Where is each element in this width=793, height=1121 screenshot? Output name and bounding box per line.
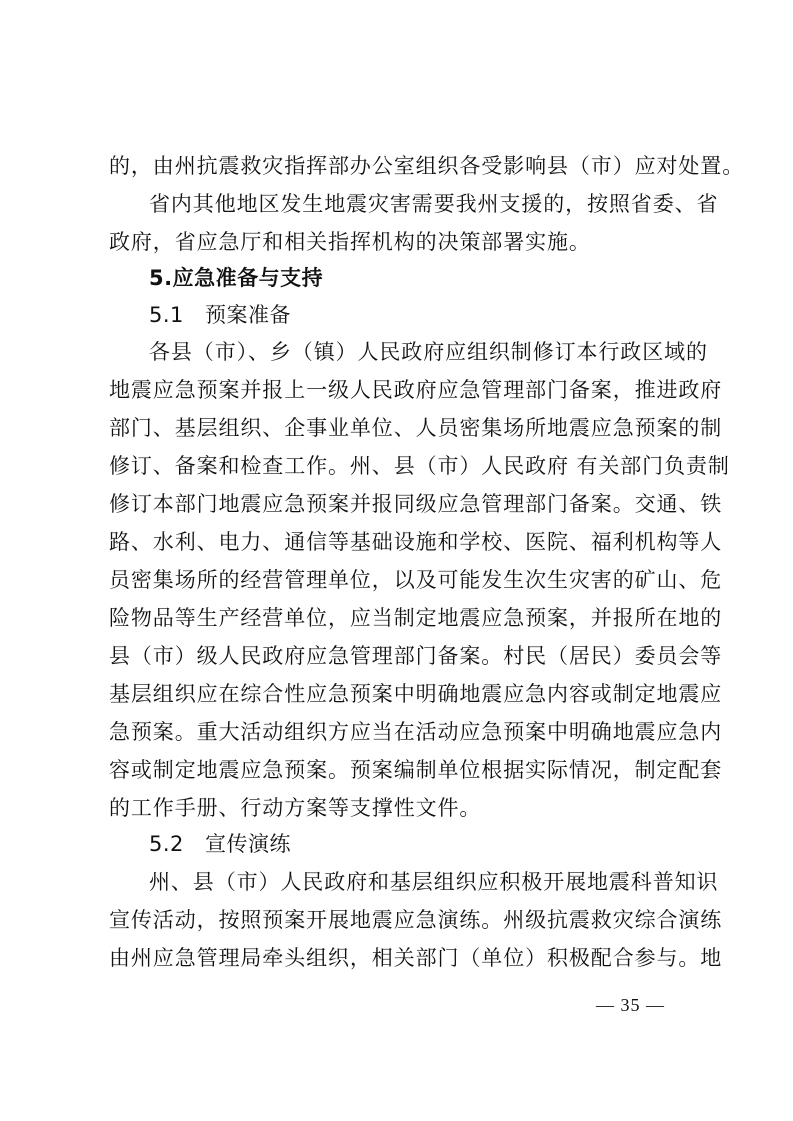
paragraph-first-line: 省内其他地区发生地震灾害需要我州支援的，按照省委、省 <box>149 192 719 216</box>
subsection-number: 5.1 <box>149 303 184 327</box>
subsection-title: 宣传演练 <box>205 832 291 856</box>
paragraph-first-line: 各县（市）、乡（镇）人民政府应组织制修订本行政区域的 <box>149 340 708 364</box>
section-heading: 5.应急准备与支持 <box>149 266 324 290</box>
subsection-number: 5.2 <box>149 832 184 856</box>
body-text-line: 地震应急预案并报上一级人民政府应急管理部门备案，推进政府 <box>109 378 723 402</box>
body-text-line: 容或制定地震应急预案。预案编制单位根据实际情况，制定配套 <box>109 758 723 782</box>
body-text-line: 宣传活动，按照预案开展地震应急演练。州级抗震救灾综合演练 <box>109 908 723 932</box>
body-text-line: 险物品等生产经营单位，应当制定地震应急预案，并报所在地的 <box>109 606 723 630</box>
subsection-heading <box>149 824 689 864</box>
paragraph-first-line: 州、县（市）人民政府和基层组织应积极开展地震科普知识 <box>149 870 719 894</box>
body-text-line: 由州应急管理局牵头组织，相关部门（单位）积极配合参与。地 <box>109 946 723 970</box>
body-text-line: 急预案。重大活动组织方应当在活动应急预案中明确地震应急内 <box>109 720 723 744</box>
body-text-line: 员密集场所的经营管理单位，以及可能发生次生灾害的矿山、危 <box>109 568 723 592</box>
body-text-line: 修订、备案和检查工作。州、县（市）人民政府 有关部门负责制 <box>109 454 730 478</box>
subsection-title: 预案准备 <box>205 303 291 327</box>
body-text-line: 的工作手册、行动方案等支撑性文件。 <box>109 796 482 820</box>
body-text-line: 部门、基层组织、企事业单位、人员密集场所地震应急预案的制 <box>109 416 723 440</box>
body-text-line: 基层组织应在综合性应急预案中明确地震应急内容或制定地震应 <box>109 682 723 706</box>
subsection-heading <box>149 295 689 335</box>
body-text-line: 县（市）级人民政府应急管理部门备案。村民（居民）委员会等 <box>109 644 723 668</box>
body-text-line: 的，由州抗震救灾指挥部办公室组织各受影响县（市）应对处置。 <box>109 154 745 178</box>
page-number: — 35 — <box>596 995 665 1015</box>
body-text-line: 修订本部门地震应急预案并报同级应急管理部门备案。交通、铁 <box>109 492 723 516</box>
body-text-line: 政府，省应急厅和相关指挥机构的决策部署实施。 <box>109 230 591 254</box>
body-text-line: 路、水利、电力、通信等基础设施和学校、医院、福利机构等人 <box>109 530 723 554</box>
